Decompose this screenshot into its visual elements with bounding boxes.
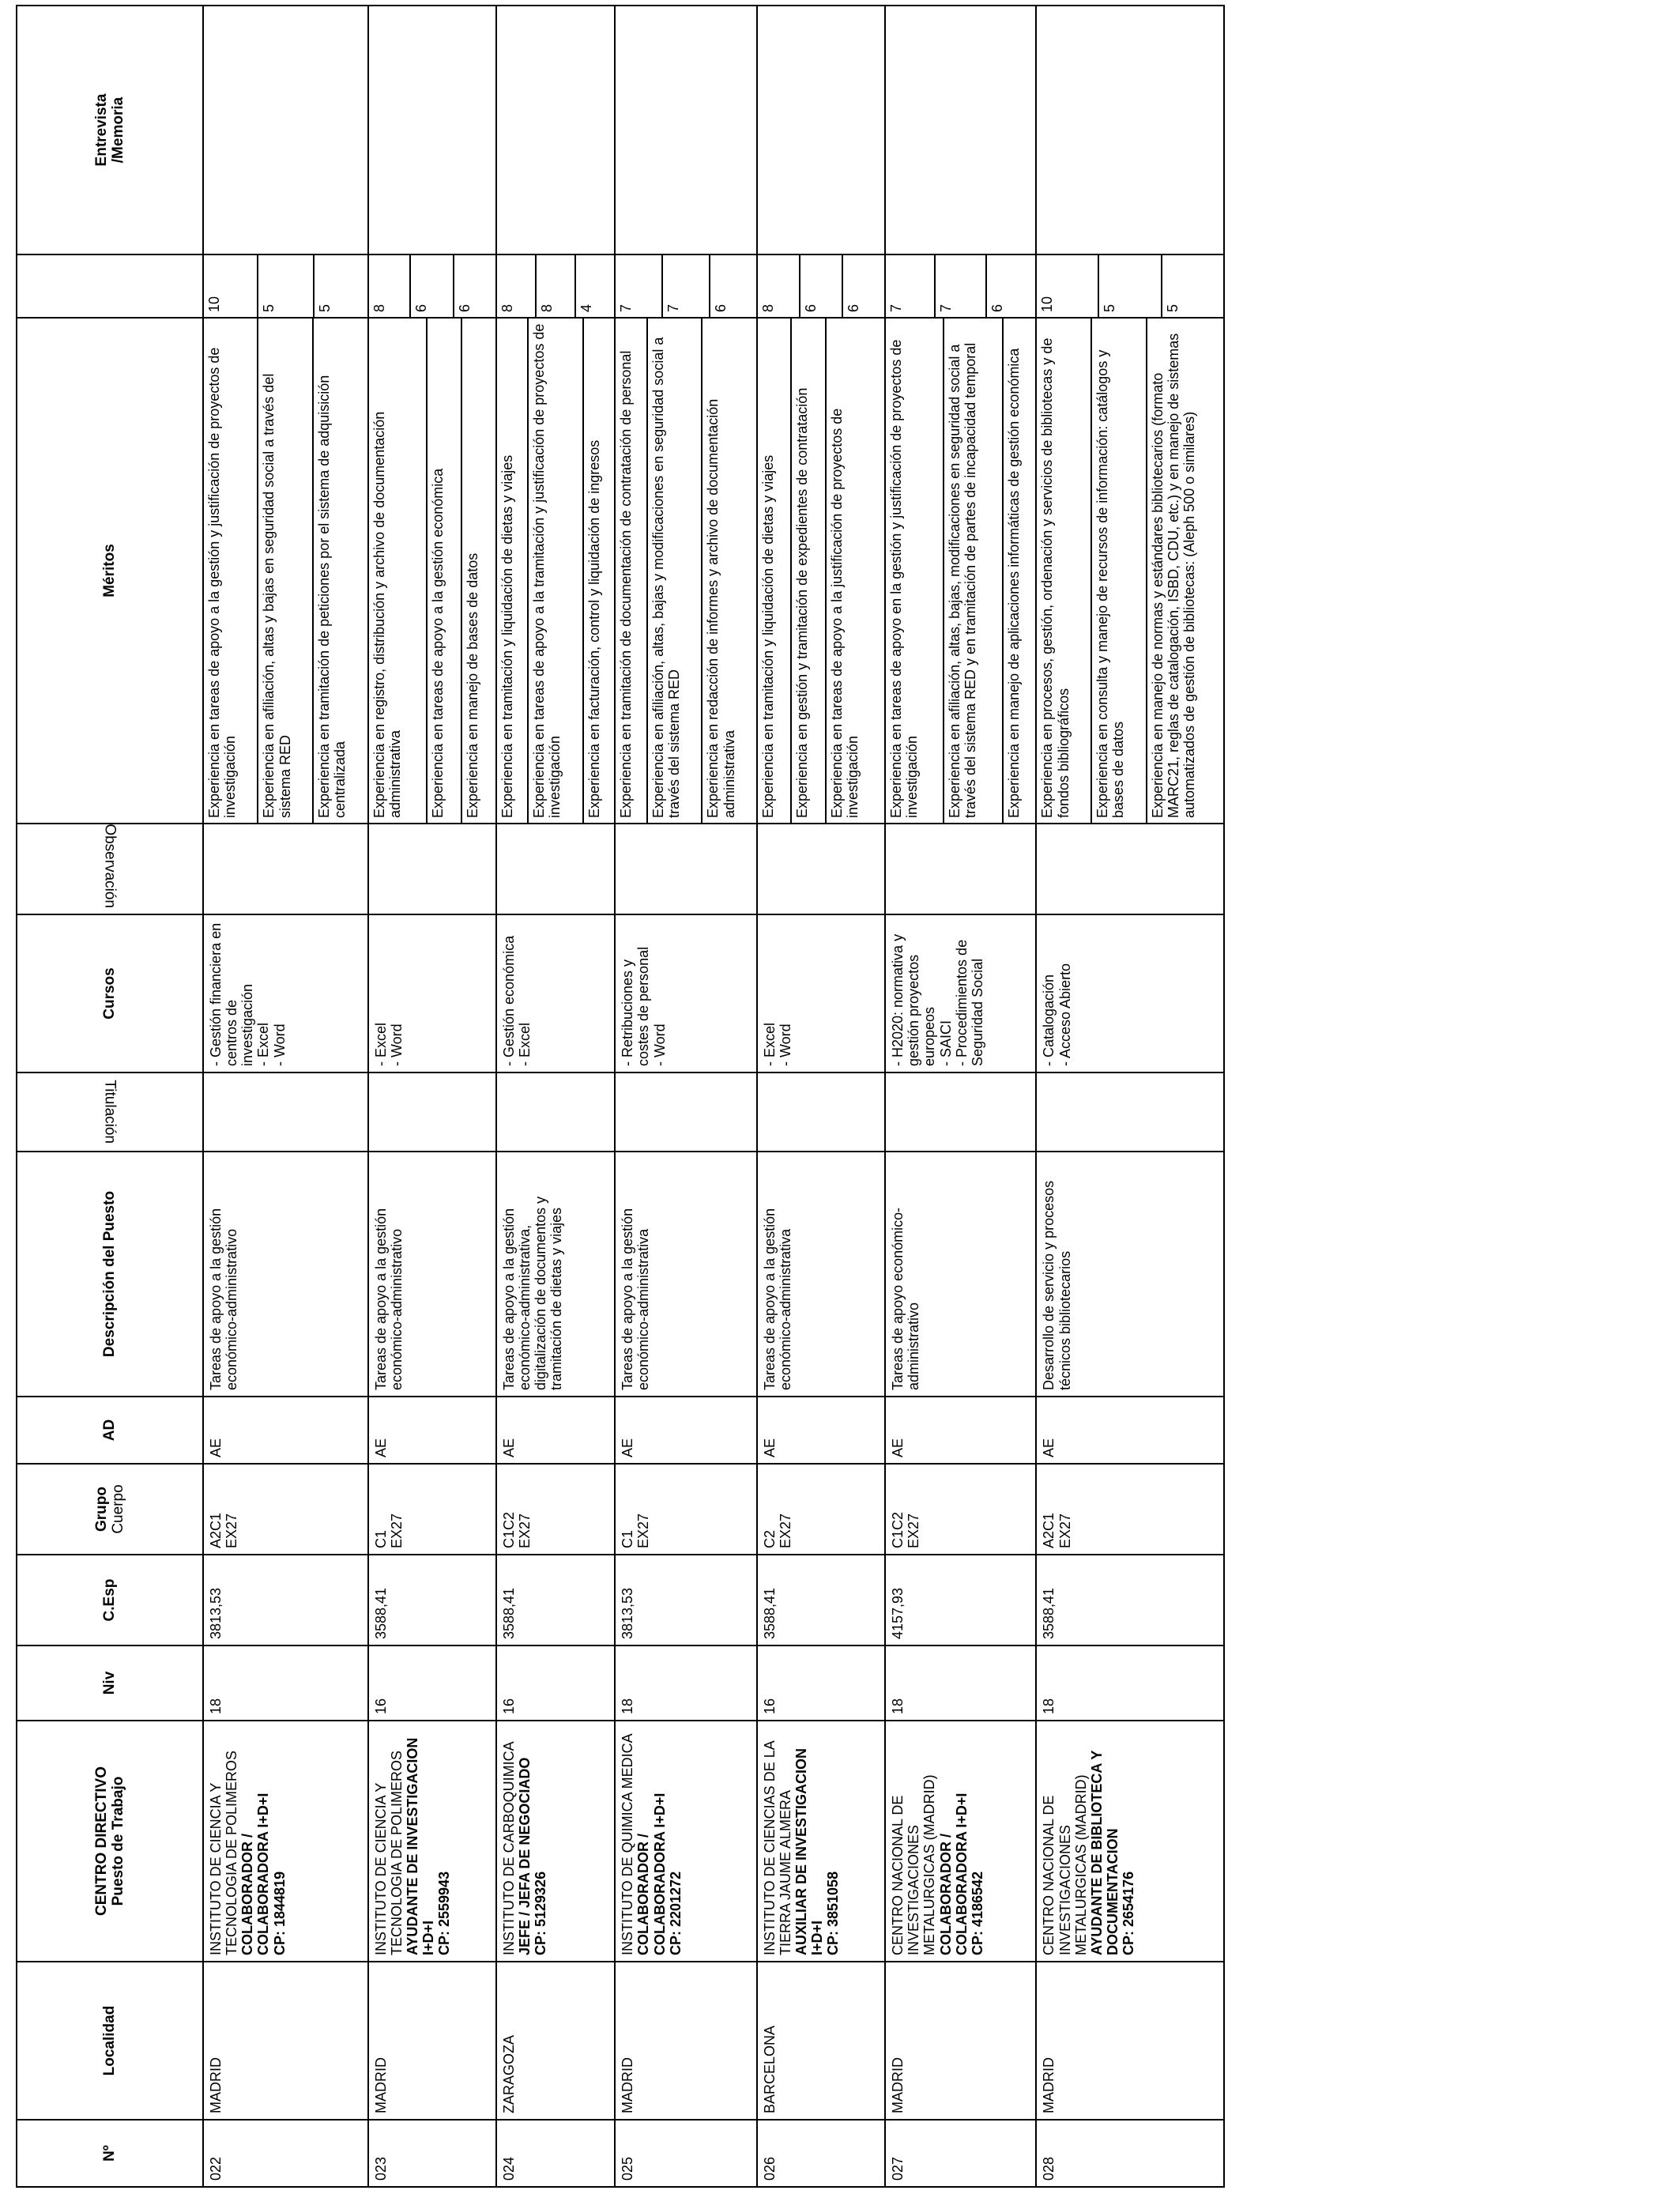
curso-item: - Procedimientos de Seguridad Social — [953, 939, 985, 1066]
grupo-value: C2 — [761, 1529, 778, 1548]
curso-item: - Gestión económica — [500, 935, 517, 1066]
puesto-name: AYUDANTE DE INVESTIGACION I+D+I — [404, 1737, 436, 1955]
row-titulacion — [368, 1072, 496, 1152]
cuerpo-value: EX27 — [906, 1513, 922, 1548]
row-entrevista — [203, 6, 368, 254]
row-cursos — [368, 914, 496, 1072]
header-ad: AD — [17, 1397, 203, 1464]
table-row — [1036, 6, 1224, 2187]
row-cesp: 4157,93 — [885, 1555, 1036, 1646]
merito-text: Experiencia en tareas de apoyo a la gestión económica — [427, 319, 461, 823]
row-entrevista — [885, 6, 1036, 254]
row-meritos — [1036, 318, 1224, 824]
meritos-list — [369, 319, 495, 823]
row-centro — [1036, 1721, 1224, 1962]
merito-puntos: 5 — [1165, 303, 1181, 312]
puntos-list — [1037, 255, 1223, 317]
row-entrevista — [757, 6, 885, 254]
cuerpo-value: EX27 — [388, 1513, 405, 1548]
row-meritos — [885, 318, 1036, 824]
cp-code: CP: 4186542 — [969, 1871, 985, 1955]
curso-item: - Retribuciones y costes de personal — [620, 946, 652, 1066]
merito-puntos: 8 — [536, 255, 576, 317]
row-centro — [615, 1721, 757, 1962]
meritos-list — [497, 319, 615, 823]
header-descripcion: Descripción del Puesto — [17, 1152, 203, 1397]
table-body — [203, 6, 1224, 2187]
row-ad: AE — [496, 1397, 616, 1464]
header-entrevista — [17, 6, 203, 254]
row-ad: AE — [1036, 1397, 1224, 1464]
header-cursos: Cursos — [17, 914, 203, 1072]
merito-puntos: 6 — [989, 303, 1006, 312]
centro-name: INSTITUTO DE CIENCIAS DE LA TIERRA JAUME ALMERA — [761, 1741, 794, 1955]
merito-puntos: 7 — [662, 255, 710, 317]
row-ad: AE — [757, 1397, 885, 1464]
row-cursos — [496, 914, 616, 1072]
row-cesp: 3588,41 — [1036, 1555, 1224, 1646]
row-grupo — [1036, 1464, 1224, 1555]
row-niv: 18 — [1036, 1646, 1224, 1721]
merito-puntos: 6 — [457, 303, 473, 312]
header-grupo-title: Grupo — [92, 1487, 110, 1532]
header-cuerpo-title: Cuerpo — [110, 1484, 126, 1534]
header-titulacion — [17, 1072, 203, 1152]
row-descripcion: Desarrollo de servicio y procesos técnicos bibliotecarios — [1036, 1152, 1224, 1397]
centro-name: INSTITUTO DE CIENCIA Y TECNOLOGIA DE POLIMEROS — [372, 1750, 405, 1955]
row-niv: 18 — [203, 1646, 368, 1721]
row-entrevista — [1036, 6, 1224, 254]
cp-code: CP: 5129326 — [533, 1871, 549, 1955]
puntos-list — [497, 255, 615, 317]
row-meritos — [203, 318, 368, 824]
row-titulacion — [885, 1072, 1036, 1152]
row-meritos — [368, 318, 496, 824]
header-localidad: Localidad — [17, 1962, 203, 2120]
grupo-value: C1C2 — [500, 1511, 517, 1548]
puntos-list — [369, 255, 495, 317]
grupo-value: C1C2 — [890, 1511, 906, 1548]
row-centro — [203, 1721, 368, 1962]
row-cesp: 3588,41 — [368, 1555, 496, 1646]
row-puntos — [615, 254, 757, 318]
table-row — [203, 6, 368, 2187]
header-titulacion-label: Titulación — [101, 1080, 119, 1144]
row-cursos — [203, 914, 368, 1072]
row-meritos — [757, 318, 885, 824]
grupo-value: A2C1 — [208, 1512, 224, 1548]
centro-name: CENTRO NACIONAL DE INVESTIGACIONES METALURGICAS (MADRID) — [1041, 1774, 1089, 1955]
row-niv: 18 — [615, 1646, 757, 1721]
puntos-list — [616, 255, 756, 317]
cp-code: CP: 2201272 — [667, 1871, 684, 1955]
row-cesp: 3588,41 — [496, 1555, 616, 1646]
row-descripcion: Tareas de apoyo económico-administrativo — [885, 1152, 1036, 1397]
meritos-list — [758, 319, 884, 823]
row-observacion — [1036, 824, 1224, 914]
curso-item: - Excel — [255, 1022, 272, 1066]
curso-item: - H2020: normativa y gestión proyectos europeos — [890, 933, 938, 1066]
row-cesp: 3813,53 — [615, 1555, 757, 1646]
meritos-list — [886, 319, 1035, 823]
cuerpo-value: EX27 — [635, 1513, 652, 1548]
row-cursos — [885, 914, 1036, 1072]
merito-text: Experiencia en tareas de apoyo a la tramitación y justificación de proyectos de investigación — [528, 319, 583, 823]
row-centro — [368, 1721, 496, 1962]
row-observacion — [615, 824, 757, 914]
table-row — [496, 6, 616, 2187]
row-num: 027 — [885, 2120, 1036, 2187]
cp-code: CP: 3851058 — [825, 1871, 842, 1955]
row-observacion — [885, 824, 1036, 914]
row-localidad: MADRID — [1036, 1962, 1224, 2120]
row-puntos — [757, 254, 885, 318]
row-puntos — [885, 254, 1036, 318]
row-localidad: MADRID — [885, 1962, 1036, 2120]
row-entrevista — [368, 6, 496, 254]
merito-text: Experiencia en tramitación y liquidación de dietas y viajes — [758, 319, 791, 823]
cp-code: CP: 2654176 — [1121, 1871, 1137, 1955]
puesto-name: AYUDANTE DE BIBLIOTECA Y DOCUMENTACION — [1088, 1750, 1121, 1955]
header-row — [17, 6, 203, 2187]
curso-item: - Gestión financiera en centros de investigación — [208, 922, 256, 1066]
cuerpo-value: EX27 — [516, 1513, 533, 1548]
puesto-name: COLABORADOR / COLABORADORA I+D+I — [635, 1793, 668, 1955]
merito-puntos: 10 — [1037, 255, 1098, 317]
cp-code: CP: 2559943 — [436, 1871, 453, 1955]
merito-text: Experiencia en afiliación, altas y bajas en seguridad social a través del sistema RED — [258, 319, 313, 823]
merito-puntos: 7 — [935, 255, 986, 317]
cuerpo-value: EX27 — [1057, 1513, 1073, 1548]
curso-item: - Acceso Abierto — [1057, 963, 1073, 1066]
merito-text: Experiencia en redacción de informes y archivo de documentación administrativa — [705, 398, 737, 818]
merito-puntos: 6 — [410, 255, 454, 317]
centro-name: CENTRO NACIONAL DE INVESTIGACIONES METALURGICAS (MADRID) — [890, 1774, 938, 1955]
row-grupo — [885, 1464, 1036, 1555]
row-grupo — [615, 1464, 757, 1555]
puesto-name: JEFE / JEFA DE NEGOCIADO — [516, 1757, 533, 1955]
row-niv: 16 — [757, 1646, 885, 1721]
row-cursos — [757, 914, 885, 1072]
row-meritos — [615, 318, 757, 824]
merito-puntos: 5 — [316, 303, 333, 312]
centro-name: INSTITUTO DE CIENCIA Y TECNOLOGIA DE POLIMEROS — [208, 1750, 240, 1955]
row-descripcion: Tareas de apoyo a la gestión económico-administrativo — [203, 1152, 368, 1397]
row-descripcion: Tareas de apoyo a la gestión económico-administrativa — [615, 1152, 757, 1397]
header-puntos — [17, 254, 203, 318]
row-localidad: MADRID — [203, 1962, 368, 2120]
header-niv: Niv — [17, 1646, 203, 1721]
row-localidad: MADRID — [368, 1962, 496, 2120]
row-grupo — [757, 1464, 885, 1555]
table-row — [615, 6, 757, 2187]
merito-puntos: 4 — [578, 303, 595, 312]
row-ad: AE — [203, 1397, 368, 1464]
merito-text: Experiencia en tareas de apoyo a la justificación de proyectos de investigación — [829, 408, 861, 818]
table-row — [885, 6, 1036, 2187]
row-grupo — [203, 1464, 368, 1555]
header-grupo — [17, 1464, 203, 1555]
table-row — [757, 6, 885, 2187]
curso-item: - Excel — [372, 1022, 389, 1066]
row-grupo — [496, 1464, 616, 1555]
row-localidad: MADRID — [615, 1962, 757, 2120]
merito-text: Experiencia en manejo de bases de datos — [465, 552, 481, 818]
merito-text: Experiencia en procesos, gestión, ordenación y servicios de bibliotecas y de fondos bibliográficos — [1037, 319, 1090, 823]
row-localidad: ZARAGOZA — [496, 1962, 616, 2120]
table-row — [368, 6, 496, 2187]
header-meritos: Méritos — [17, 318, 203, 824]
meritos-list — [1037, 319, 1223, 823]
header-cesp: C.Esp — [17, 1555, 203, 1646]
merito-puntos: 8 — [497, 255, 536, 317]
curso-item: - SAICI — [937, 1020, 954, 1066]
row-observacion — [496, 824, 616, 914]
merito-puntos: 5 — [258, 255, 314, 317]
row-observacion — [203, 824, 368, 914]
merito-puntos: 8 — [369, 255, 411, 317]
row-niv: 16 — [368, 1646, 496, 1721]
row-niv: 16 — [496, 1646, 616, 1721]
row-puntos — [1036, 254, 1224, 318]
curso-item: - Catalogación — [1041, 974, 1057, 1066]
row-centro — [757, 1721, 885, 1962]
puntos-list — [886, 255, 1035, 317]
merito-text: Experiencia en tareas de apoyo en la gestión y justificación de proyectos de investigación — [886, 319, 944, 823]
row-ad: AE — [368, 1397, 496, 1464]
row-centro — [885, 1721, 1036, 1962]
curso-item: - Excel — [761, 1022, 778, 1066]
row-niv: 18 — [885, 1646, 1036, 1721]
row-meritos — [496, 318, 616, 824]
merito-text: Experiencia en tramitación y liquidación de dietas y viajes — [497, 319, 528, 823]
header-observacion-label: Observación — [101, 824, 119, 908]
puesto-name: AUXILIAR DE INVESTIGACION I+D+I — [793, 1747, 826, 1955]
merito-puntos: 6 — [846, 303, 862, 312]
header-puesto-title: Puesto de Trabajo — [110, 1776, 126, 1906]
row-num: 023 — [368, 2120, 496, 2187]
merito-text: Experiencia en manejo de aplicaciones informáticas de gestión económica — [1005, 348, 1022, 818]
merito-text: Experiencia en registro, distribución y archivo de documentación administrativa — [369, 319, 428, 823]
curso-item: - Excel — [516, 1022, 533, 1066]
curso-item: - Word — [271, 1023, 288, 1066]
row-cursos — [615, 914, 757, 1072]
row-cesp: 3813,53 — [203, 1555, 368, 1646]
merito-puntos: 5 — [1098, 255, 1162, 317]
row-localidad: BARCELONA — [757, 1962, 885, 2120]
row-puntos — [203, 254, 368, 318]
header-memoria-title: /Memoria — [110, 96, 126, 164]
row-cursos — [1036, 914, 1224, 1072]
merito-text: Experiencia en tareas de apoyo a la gestión y justificación de proyectos de investigación — [204, 319, 258, 823]
row-num: 026 — [757, 2120, 885, 2187]
row-entrevista — [496, 6, 616, 254]
merito-text: Experiencia en afiliación, altas, bajas, modificaciones en seguridad social a través del sistema RED y en tramitación de partes de incapacidad temporal — [944, 319, 1002, 823]
row-descripcion: Tareas de apoyo a la gestión económico-administrativo — [368, 1152, 496, 1397]
row-puntos — [496, 254, 616, 318]
row-titulacion — [757, 1072, 885, 1152]
row-num: 028 — [1036, 2120, 1224, 2187]
puesto-name: COLABORADOR / COLABORADORA I+D+I — [239, 1793, 272, 1955]
row-puntos — [368, 254, 496, 318]
merito-puntos: 8 — [758, 255, 800, 317]
grupo-value: C1 — [620, 1529, 636, 1548]
merito-text: Experiencia en gestión y tramitación de expedientes de contratación — [791, 319, 826, 823]
centro-name: INSTITUTO DE CARBOQUIMICA — [500, 1741, 517, 1955]
row-titulacion — [615, 1072, 757, 1152]
row-descripcion: Tareas de apoyo a la gestión económico-administrativa, digitalización de documentos y tramitación de dietas y viajes — [496, 1152, 616, 1397]
puesto-name: COLABORADOR / COLABORADORA I+D+I — [937, 1793, 970, 1955]
merito-text: Experiencia en tramitación de documentación de contratación de personal — [616, 319, 646, 823]
header-centro — [17, 1721, 203, 1962]
cuerpo-value: EX27 — [778, 1513, 794, 1548]
puntos-list — [758, 255, 884, 317]
row-ad: AE — [615, 1397, 757, 1464]
merito-text: Experiencia en tramitación de peticiones por el sistema de adquisición centralizada — [316, 375, 348, 818]
cp-code: CP: 1844819 — [271, 1871, 288, 1955]
merito-text: Experiencia en afiliación, altas, bajas y modificaciones en seguridad social a través del sistema RED — [647, 319, 703, 823]
grupo-value: A2C1 — [1041, 1512, 1057, 1548]
row-num: 022 — [203, 2120, 368, 2187]
merito-text: Experiencia en manejo de normas y estándares bibliotecarios (formato MARC21, reglas de catalogación, ISBD, CDU, etc.) y en manejo de sistemas automatizados de gestión de bibliotecas: (Aleph 500 o similares) — [1149, 333, 1197, 818]
curso-item: - Word — [651, 1023, 668, 1066]
row-descripcion: Tareas de apoyo a la gestión económico-administrativa — [757, 1152, 885, 1397]
header-centro-title: CENTRO DIRECTIVO — [92, 1766, 110, 1916]
rotated-page — [16, 6, 1225, 2188]
merito-text: Experiencia en consulta y manejo de recursos de información: catálogos y bases de datos — [1091, 319, 1147, 823]
row-ad: AE — [885, 1397, 1036, 1464]
row-centro — [496, 1721, 616, 1962]
meritos-list — [204, 319, 367, 823]
row-observacion — [368, 824, 496, 914]
cuerpo-value: EX27 — [224, 1513, 240, 1548]
merito-puntos: 7 — [886, 255, 935, 317]
curso-item: - Word — [778, 1023, 794, 1066]
grupo-value: C1 — [372, 1529, 389, 1548]
header-observacion — [17, 824, 203, 914]
meritos-list — [616, 319, 756, 823]
merito-puntos: 6 — [713, 303, 729, 312]
row-titulacion — [496, 1072, 616, 1152]
curso-item: - Word — [388, 1023, 405, 1066]
job-table — [16, 5, 1225, 2188]
merito-puntos: 10 — [204, 255, 258, 317]
merito-text: Experiencia en facturación, control y liquidación de ingresos — [586, 439, 603, 818]
row-num: 024 — [496, 2120, 616, 2187]
centro-name: INSTITUTO DE QUIMICA MEDICA — [620, 1733, 636, 1955]
header-num: Nº — [17, 2120, 203, 2187]
row-titulacion — [203, 1072, 368, 1152]
row-num: 025 — [615, 2120, 757, 2187]
header-entrevista-title: Entrevista — [92, 93, 110, 167]
row-observacion — [757, 824, 885, 914]
row-cesp: 3588,41 — [757, 1555, 885, 1646]
row-titulacion — [1036, 1072, 1224, 1152]
puntos-list — [204, 255, 367, 317]
merito-puntos: 6 — [800, 255, 843, 317]
row-grupo — [368, 1464, 496, 1555]
merito-puntos: 7 — [616, 255, 661, 317]
row-entrevista — [615, 6, 757, 254]
